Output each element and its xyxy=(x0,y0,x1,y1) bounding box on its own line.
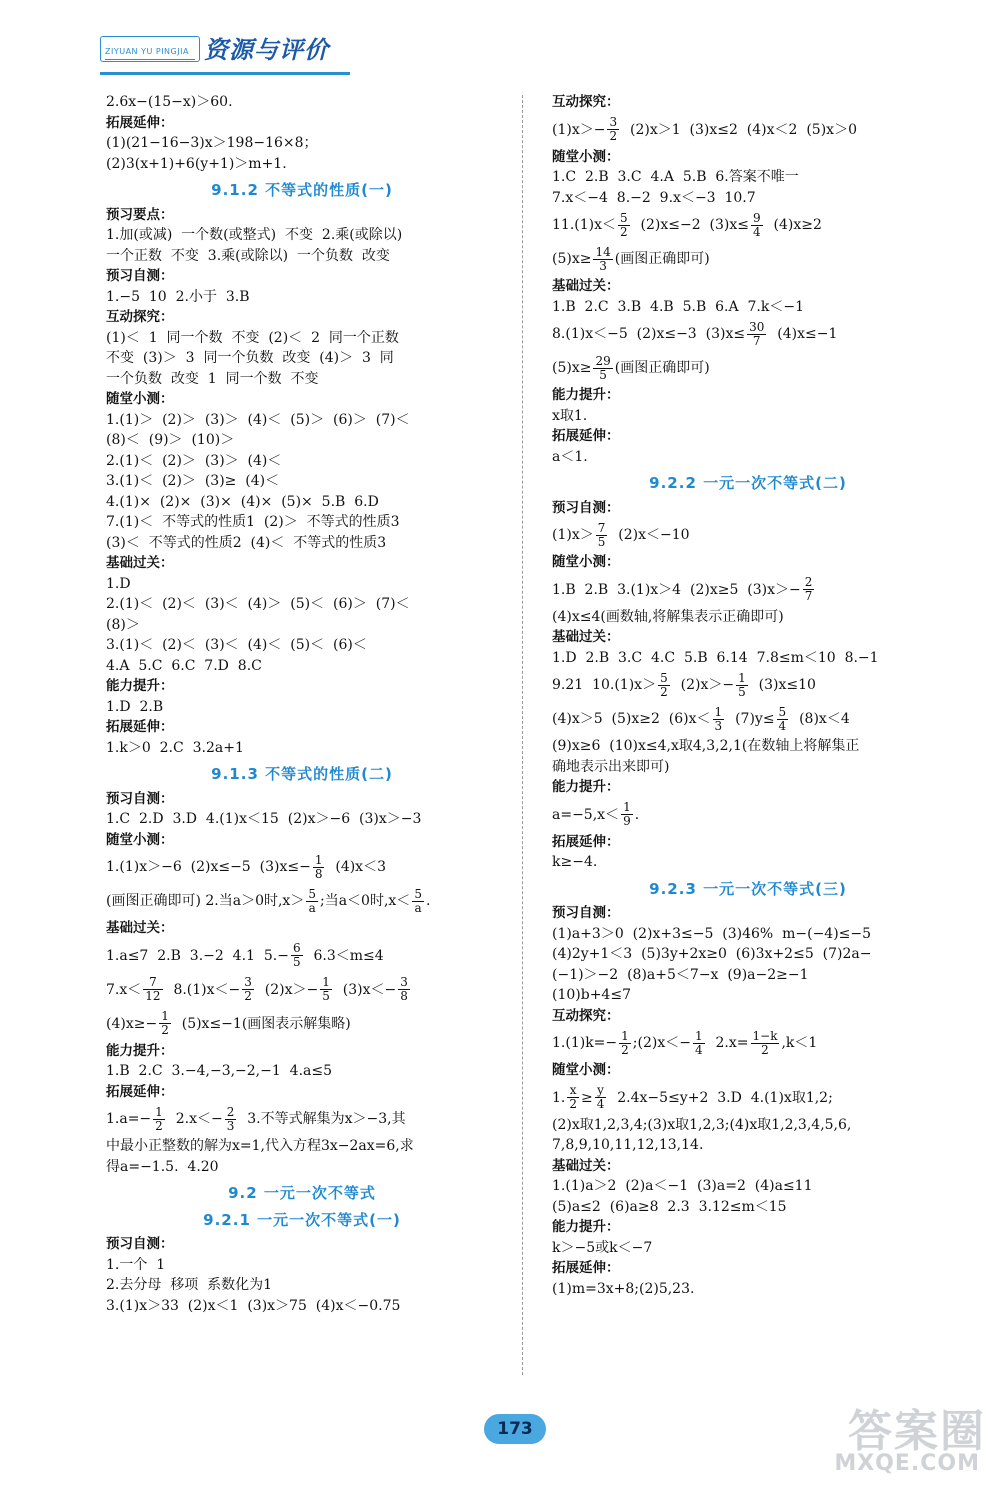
answer-line: (3)＜ 不等式的性质2 (4)＜ 不等式的性质3 xyxy=(106,534,387,551)
answer-line: 1.(1)a＞2 (2)a＜−1 (3)a=2 (4)a≤11 xyxy=(552,1178,813,1194)
answer-text: 8.(1)x＜−5 (2)x≤−3 (3)x≤ xyxy=(552,326,746,342)
watermark xyxy=(776,1395,986,1481)
fraction-numerator: 5 xyxy=(414,886,422,901)
answer-line: 7,8,9,10,11,12,13,14. xyxy=(552,1137,704,1153)
answer-text: ≥ xyxy=(581,1089,593,1106)
fraction-denominator: 4 xyxy=(694,1042,703,1057)
answer-line: (8)＜ (9)＞ (10)＞ xyxy=(106,432,235,448)
header-underline xyxy=(100,72,350,75)
answer-text: (2)x＜−10 xyxy=(609,527,690,543)
answer-line: 4.A 5.C 6.C 7.D 8.C xyxy=(106,657,262,674)
fraction-numerator: 7 xyxy=(143,976,162,990)
subsection-label: 随堂小测： xyxy=(552,1062,620,1078)
answer-line-with-fraction xyxy=(552,668,944,702)
fraction-denominator: 3 xyxy=(226,1118,235,1133)
answer-line: k＞−5或k＜−7 xyxy=(552,1239,653,1256)
fraction-numerator: 14 xyxy=(595,244,611,259)
fraction xyxy=(143,976,162,1003)
answer-line: 得a=−1.5. 4.20 xyxy=(106,1158,219,1175)
fraction-denominator: a xyxy=(414,900,422,915)
answer-line: 4.(1)× (2)× (3)× (4)× (5)× 5.B 6.D xyxy=(106,493,379,510)
fraction-numerator: 3 xyxy=(609,115,618,129)
subsection-label: 随堂小测： xyxy=(106,831,174,848)
answer-line: 不变 (3)＞ 3 同一个负数 改变 (4)＞ 3 同 xyxy=(106,350,394,366)
answer-line-with-fraction xyxy=(106,973,498,1007)
fraction-numerator: y xyxy=(595,1084,607,1098)
subsection-label: 预习自测： xyxy=(552,499,620,516)
answer-line: 1.C 2.D 3.D 4.(1)x＜15 (2)x＞−6 (3)x＞−3 xyxy=(106,811,422,827)
fraction-numerator: 30 xyxy=(749,319,765,334)
fraction xyxy=(153,1106,165,1133)
section-heading: 9.1.2 不等式的性质(一) xyxy=(211,181,393,199)
answer-line: 中最小正整数的解为x=1,代入方程3x−2ax=6,求 xyxy=(106,1138,414,1154)
subsection-label: 随堂小测： xyxy=(552,148,620,165)
answer-line-with-fraction xyxy=(552,798,944,832)
answer-line: 1.D xyxy=(106,575,131,592)
answer-line-with-fraction xyxy=(552,113,944,147)
fraction-denominator: 5 xyxy=(322,989,330,1003)
subsection-label: 拓展延伸： xyxy=(552,1260,620,1276)
subsection-label: 随堂小测： xyxy=(106,391,174,407)
answer-text: 6.3＜m≤4 xyxy=(304,947,384,964)
answer-text: 1.a=− xyxy=(106,1111,152,1127)
fraction-numerator: 1 xyxy=(694,1028,703,1043)
answer-text: (5)x≤−1(画图表示解集略) xyxy=(172,1015,351,1032)
right-column xyxy=(552,92,944,1299)
fraction-numerator: 2 xyxy=(226,1104,235,1119)
answer-line: (1)a+3＞0 (2)x+3≤−5 (3)46% m−(−4)≤−5 xyxy=(552,925,872,942)
answer-line-with-fraction xyxy=(106,884,498,918)
answer-line: (2)3(x+1)+6(y+1)＞m+1. xyxy=(106,155,287,172)
answer-line-with-fraction xyxy=(552,573,944,607)
fraction-denominator: 2 xyxy=(244,989,252,1003)
fraction-numerator: 9 xyxy=(753,210,761,225)
fraction xyxy=(621,801,633,828)
subsection-label: 随堂小测： xyxy=(552,554,620,570)
answer-line: 1.加(或减) 一个数(或整式) 不变 2.乘(或除以) xyxy=(106,227,403,243)
fraction xyxy=(320,976,332,1003)
fraction-numerator: 1 xyxy=(155,1104,163,1119)
fraction xyxy=(398,976,410,1003)
answer-text: (2)x＞− xyxy=(255,981,319,998)
fraction-numerator: 6 xyxy=(292,941,301,955)
answer-text: (画图正确即可) xyxy=(614,360,710,376)
page-number: 173 xyxy=(484,1414,546,1444)
answer-text: (5)x≥ xyxy=(552,251,592,267)
answer-line: 1.D 2.B xyxy=(106,698,164,715)
answer-line: 1.D 2.B 3.C 4.C 5.B 6.14 7.8≤m＜10 8.−1 xyxy=(552,649,879,666)
fraction-denominator: 7 xyxy=(752,333,761,348)
answer-line: 3.(1)＜ (2)＞ (3)≥ (4)＜ xyxy=(106,473,280,489)
answer-text: (2)x＞− xyxy=(671,677,735,693)
fraction-denominator: 9 xyxy=(623,814,631,828)
fraction xyxy=(693,1030,705,1057)
answer-line: 7.x＜−4 8.−2 9.x＜−3 10.7 xyxy=(552,189,756,206)
answer-text: 7.x＜ xyxy=(106,981,142,998)
fraction-denominator: 4 xyxy=(596,1097,605,1111)
subsection-label: 拓展延伸： xyxy=(106,719,174,735)
subsection-label: 预习自测： xyxy=(552,905,620,921)
subsection-label: 互动探究： xyxy=(552,1007,620,1024)
subsection-label: 拓展延伸： xyxy=(552,833,620,850)
fraction xyxy=(593,355,612,382)
fraction-denominator: 3 xyxy=(714,718,723,733)
answer-text: 1.B 2.B 3.(1)x＞4 (2)x≥5 (3)x＞− xyxy=(552,581,801,598)
fraction-numerator: 1 xyxy=(314,852,323,867)
answer-text: 9.21 10.(1)x＞ xyxy=(552,677,657,693)
section-heading: 9.2.3 一元一次不等式(三) xyxy=(649,879,847,898)
fraction xyxy=(658,672,670,699)
answer-text: (8)x＜4 xyxy=(790,711,850,727)
answer-line-with-fraction xyxy=(552,317,944,351)
answer-line-with-fraction xyxy=(552,1026,944,1060)
answer-line-with-fraction xyxy=(106,1007,498,1041)
left-column xyxy=(106,92,498,1316)
subsection-label: 基础过关： xyxy=(552,629,620,645)
fraction xyxy=(595,1084,607,1111)
fraction-denominator: 2 xyxy=(620,224,628,239)
answer-text: 3.不等式解集为x＞−3,其 xyxy=(238,1111,406,1127)
fraction xyxy=(751,212,763,239)
answer-line: 一个负数 改变 1 同一个数 不变 xyxy=(106,370,319,387)
subsection-label: 能力提升： xyxy=(106,678,174,694)
answer-line: (1)＜ 1 同一个数 不变 (2)＜ 2 同一个正数 xyxy=(106,329,399,346)
subsection-label: 能力提升： xyxy=(106,1042,174,1059)
answer-line: (1)m=3x+8;(2)5,23. xyxy=(552,1280,695,1297)
fraction-denominator: 4 xyxy=(778,718,787,733)
answer-text: ;当a＜0时,x＜ xyxy=(319,893,411,909)
fraction xyxy=(567,1084,579,1111)
subsection-label: 基础过关： xyxy=(106,920,174,936)
answer-line: (5)a≤2 (6)a≥8 2.3 3.12≤m＜15 xyxy=(552,1198,787,1215)
answer-line: 1.B 2.C 3.−4,−3,−2,−1 4.a≤5 xyxy=(106,1063,333,1079)
fraction-numerator: 5 xyxy=(660,670,668,685)
fraction-denominator: 2 xyxy=(161,1023,169,1037)
fraction-numerator: 2 xyxy=(804,575,813,589)
answer-text: (3)x＜− xyxy=(333,981,397,998)
section-heading: 9.2.2 一元一次不等式(二) xyxy=(649,474,847,492)
fraction xyxy=(596,522,608,549)
answer-text: ;(2)x＜− xyxy=(632,1035,691,1051)
section-heading: 9.2 一元一次不等式 xyxy=(228,1184,376,1202)
fraction-denominator: 2 xyxy=(621,1042,629,1057)
subsection-label: 预习自测： xyxy=(106,268,174,284)
fraction xyxy=(777,706,789,733)
fraction xyxy=(747,321,766,348)
fraction xyxy=(242,976,254,1003)
answer-text: (画图正确即可) 2.当a＞0时,x＞ xyxy=(106,893,305,909)
answer-text: 2.x= xyxy=(706,1035,749,1051)
fraction-denominator: 2 xyxy=(569,1097,577,1111)
subsection-label: 预习自测： xyxy=(106,790,174,807)
subsection-label: 互动探究： xyxy=(552,94,620,110)
answer-text: 1.a≤7 2.B 3.−2 4.1 5.− xyxy=(106,947,289,964)
subsection-label: 能力提升： xyxy=(552,1219,620,1235)
answer-line-with-fraction xyxy=(552,702,944,736)
fraction-denominator: 4 xyxy=(753,224,761,239)
fraction-numerator: x xyxy=(567,1084,579,1098)
fraction-numerator: 5 xyxy=(308,886,316,901)
subsection-label: 能力提升： xyxy=(552,387,620,403)
fraction-denominator: 8 xyxy=(400,989,408,1003)
answer-text: 1.(1)x＞−6 (2)x≤−5 (3)x≤− xyxy=(106,859,311,875)
answer-text: 11.(1)x＜ xyxy=(552,217,616,233)
fraction-denominator: 5 xyxy=(292,955,301,969)
answer-line: (1)(21−16−3)x＞198−16×8； xyxy=(106,135,318,151)
answer-line: 1.−5 10 2.小于 3.B xyxy=(106,288,250,305)
answer-line: x取1. xyxy=(552,407,588,424)
fraction-denominator: 7 xyxy=(804,589,813,603)
answer-line: 3.(1)x＞33 (2)x＜1 (3)x＞75 (4)x＜−0.75 xyxy=(106,1297,401,1314)
fraction-denominator: 8 xyxy=(314,866,323,881)
fraction-numerator: 1 xyxy=(322,975,330,989)
fraction xyxy=(751,1030,780,1057)
fraction-denominator: 5 xyxy=(738,684,746,699)
answer-text: . xyxy=(425,893,431,909)
answer-text: 1. xyxy=(552,1089,566,1106)
fraction-numerator: 1 xyxy=(623,800,631,814)
header-pinyin: ZIYUAN YU PINGJIA xyxy=(100,36,200,62)
fraction xyxy=(736,672,748,699)
answer-line-with-fraction xyxy=(106,939,498,973)
answer-text: (2)x≤−2 (3)x≤ xyxy=(631,217,749,233)
fraction-numerator: 1 xyxy=(738,670,746,685)
fraction xyxy=(593,246,612,273)
answer-line: (9)x≥6 (10)x≤4,x取4,3,2,1(在数轴上将解集正 xyxy=(552,738,860,754)
fraction xyxy=(306,888,318,915)
answer-text: (4)x≥2 xyxy=(764,217,822,233)
answer-line: 2.6x−(15−x)＞60. xyxy=(106,94,233,110)
answer-text: (4)x≥− xyxy=(106,1015,158,1032)
fraction-numerator: 5 xyxy=(620,210,628,225)
watermark-url: MXQE.COM xyxy=(834,1451,980,1476)
answer-line: (8)＞ xyxy=(106,616,140,633)
fraction xyxy=(313,854,325,881)
fraction-numerator: 1 xyxy=(161,1009,169,1023)
answer-line-with-fraction xyxy=(552,351,944,385)
fraction-denominator: 2 xyxy=(660,684,668,699)
section-heading: 9.1.3 不等式的性质(二) xyxy=(211,765,393,783)
answer-line: 2.(1)＜ (2)＞ (3)＞ (4)＜ xyxy=(106,452,282,469)
answer-text: 2.4x−5≤y+2 3.D 4.(1)x取1,2; xyxy=(608,1089,833,1106)
fraction-numerator: 7 xyxy=(597,520,606,535)
fraction xyxy=(159,1010,171,1037)
answer-text: (2)x＞1 (3)x≤2 (4)x＜2 (5)x＞0 xyxy=(621,121,857,138)
answer-text: (4)x≤−1 xyxy=(768,326,838,342)
answer-line: (10)b+4≤7 xyxy=(552,987,631,1003)
fraction xyxy=(225,1106,237,1133)
fraction-denominator: 3 xyxy=(599,258,607,273)
answer-text: ,k＜1 xyxy=(781,1035,818,1051)
fraction-numerator: 3 xyxy=(400,975,408,989)
fraction xyxy=(713,706,725,733)
answer-text: (1)x＞− xyxy=(552,121,606,138)
fraction-numerator: 3 xyxy=(244,975,252,989)
answer-text: . xyxy=(634,806,640,823)
answer-text: (5)x≥ xyxy=(552,360,592,376)
answer-text: (4)x＞5 (5)x≥2 (6)x＜ xyxy=(552,711,711,727)
answer-text: (3)x≤10 xyxy=(749,677,816,693)
answer-line: 1.B 2.C 3.B 4.B 5.B 6.A 7.k＜−1 xyxy=(552,298,804,315)
subsection-label: 预习要点： xyxy=(106,206,174,223)
fraction-denominator: a xyxy=(308,900,316,915)
answer-line: k≥−4. xyxy=(552,854,598,870)
header-title: 资源与评价 xyxy=(204,36,329,64)
fraction xyxy=(618,212,630,239)
subsection-label: 互动探究： xyxy=(106,309,174,325)
subsection-label: 基础过关： xyxy=(552,278,620,294)
answer-line: (4)2y+1＜3 (5)3y+2x≥0 (6)3x+2≤5 (7)2a− xyxy=(552,946,872,962)
answer-line: (2)x取1,2,3,4;(3)x取1,2,3;(4)x取1,2,3,4,5,6, xyxy=(552,1116,852,1133)
answer-line: 1.k＞0 2.C 3.2a+1 xyxy=(106,739,244,756)
section-heading: 9.2.1 一元一次不等式(一) xyxy=(203,1210,401,1229)
answer-line-with-fraction xyxy=(106,850,498,884)
subsection-label: 基础过关： xyxy=(552,1157,620,1174)
subsection-label: 预习自测： xyxy=(106,1236,174,1252)
fraction-numerator: 29 xyxy=(595,353,611,368)
answer-text: 8.(1)x＜− xyxy=(164,981,241,998)
answer-line: 一个正数 不变 3.乘(或除以) 一个负数 改变 xyxy=(106,247,390,264)
answer-line: 2.去分母 移项 系数化为1 xyxy=(106,1277,273,1293)
answer-line: 2.(1)＜ (2)＜ (3)＜ (4)＞ (5)＜ (6)＞ (7)＜ xyxy=(106,596,410,612)
fraction xyxy=(291,942,303,969)
answer-line-with-fraction xyxy=(552,208,944,242)
answer-line: a＜1. xyxy=(552,448,588,465)
answer-line-with-fraction xyxy=(552,242,944,276)
fraction-denominator: 5 xyxy=(597,534,606,549)
fraction-denominator: 2 xyxy=(155,1118,163,1133)
answer-line-with-fraction xyxy=(106,1102,498,1136)
fraction-numerator: 5 xyxy=(778,704,787,719)
answer-text: 1.(1)k=− xyxy=(552,1035,618,1051)
answer-line: 3.(1)＜ (2)＜ (3)＜ (4)＜ (5)＜ (6)＜ xyxy=(106,637,367,653)
page-header xyxy=(100,30,370,72)
answer-line: (−1)＞−2 (8)a+5＜7−x (9)a−2≥−1 xyxy=(552,966,809,983)
fraction-denominator: 12 xyxy=(145,989,161,1003)
fraction xyxy=(607,116,619,143)
subsection-label: 能力提升： xyxy=(552,779,620,795)
answer-line: 1.一个 1 xyxy=(106,1256,166,1273)
answer-line-with-fraction xyxy=(552,518,944,552)
subsection-label: 拓展延伸： xyxy=(106,1083,174,1100)
fraction-denominator: 2 xyxy=(609,129,618,143)
answer-line: 7.(1)＜ 不等式的性质1 (2)＞ 不等式的性质3 xyxy=(106,514,400,530)
column-divider xyxy=(522,95,523,1375)
watermark-logo: 答案圈 xyxy=(848,1406,986,1457)
answer-text: 2.x＜− xyxy=(166,1111,223,1127)
answer-text: (画图正确即可) xyxy=(614,251,710,267)
fraction-denominator: 2 xyxy=(761,1042,769,1057)
answer-text: (7)y≤ xyxy=(726,711,775,727)
answer-line: (4)x≤4(画数轴,将解集表示正确即可) xyxy=(552,608,784,625)
fraction xyxy=(619,1030,631,1057)
fraction xyxy=(412,888,424,915)
answer-line: 1.(1)＞ (2)＞ (3)＞ (4)＜ (5)＞ (6)＞ (7)＜ xyxy=(106,411,410,428)
fraction-numerator: 1 xyxy=(714,704,723,719)
subsection-label: 拓展延伸： xyxy=(106,114,174,131)
subsection-label: 基础过关： xyxy=(106,555,174,571)
answer-line: 确地表示出来即可) xyxy=(552,758,670,775)
subsection-label: 拓展延伸： xyxy=(552,428,620,444)
fraction xyxy=(803,576,815,603)
answer-line: 1.C 2.B 3.C 4.A 5.B 6.答案不唯一 xyxy=(552,169,799,185)
answer-text: (4)x＜3 xyxy=(326,859,386,875)
answer-text: (1)x＞ xyxy=(552,527,594,543)
answer-text: a=−5,x＜ xyxy=(552,806,620,823)
fraction-numerator: 1−k xyxy=(752,1028,778,1043)
answer-line-with-fraction xyxy=(552,1081,944,1115)
fraction-numerator: 1 xyxy=(621,1028,629,1043)
fraction-denominator: 5 xyxy=(599,367,607,382)
